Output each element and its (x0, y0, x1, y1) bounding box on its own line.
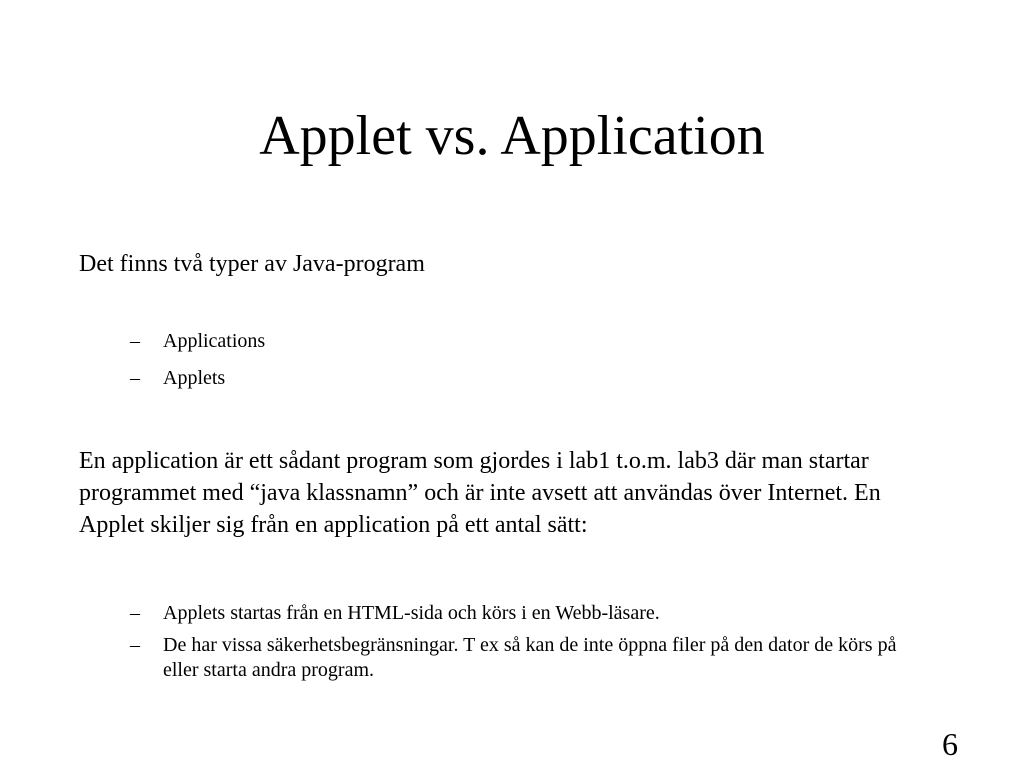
dash-bullet: – (130, 602, 140, 624)
dash-bullet: – (130, 367, 140, 389)
dash-bullet: – (130, 634, 140, 656)
list-item (130, 366, 265, 391)
list-item-text: Applications (163, 330, 266, 352)
differences-list (130, 601, 910, 690)
description-paragraph: En application är ett sådant program som gjordes i lab1 t.o.m. lab3 där man startar programmet med “java klassnamn” och är inte avsett att användas över Internet. En Applet skiljer sig från en application på ett antal sätt: (79, 448, 881, 538)
list-item-text: Applets startas från en HTML-sida och körs i en Webb-läsare. (163, 602, 660, 624)
list-item (130, 329, 265, 354)
program-types-list (130, 329, 265, 403)
dash-bullet: – (130, 330, 140, 352)
list-item (130, 633, 910, 683)
list-item-text: Applets (163, 367, 226, 389)
slide-title: Applet vs. Application (259, 105, 765, 167)
intro-paragraph: Det finns två typer av Java-program (79, 251, 425, 277)
list-item (130, 601, 910, 626)
list-item-text: De har vissa säkerhetsbegränsningar. T ex så kan de inte öppna filer på den dator de körs på eller starta andra program. (163, 634, 897, 681)
page-number: 6 (942, 726, 958, 762)
